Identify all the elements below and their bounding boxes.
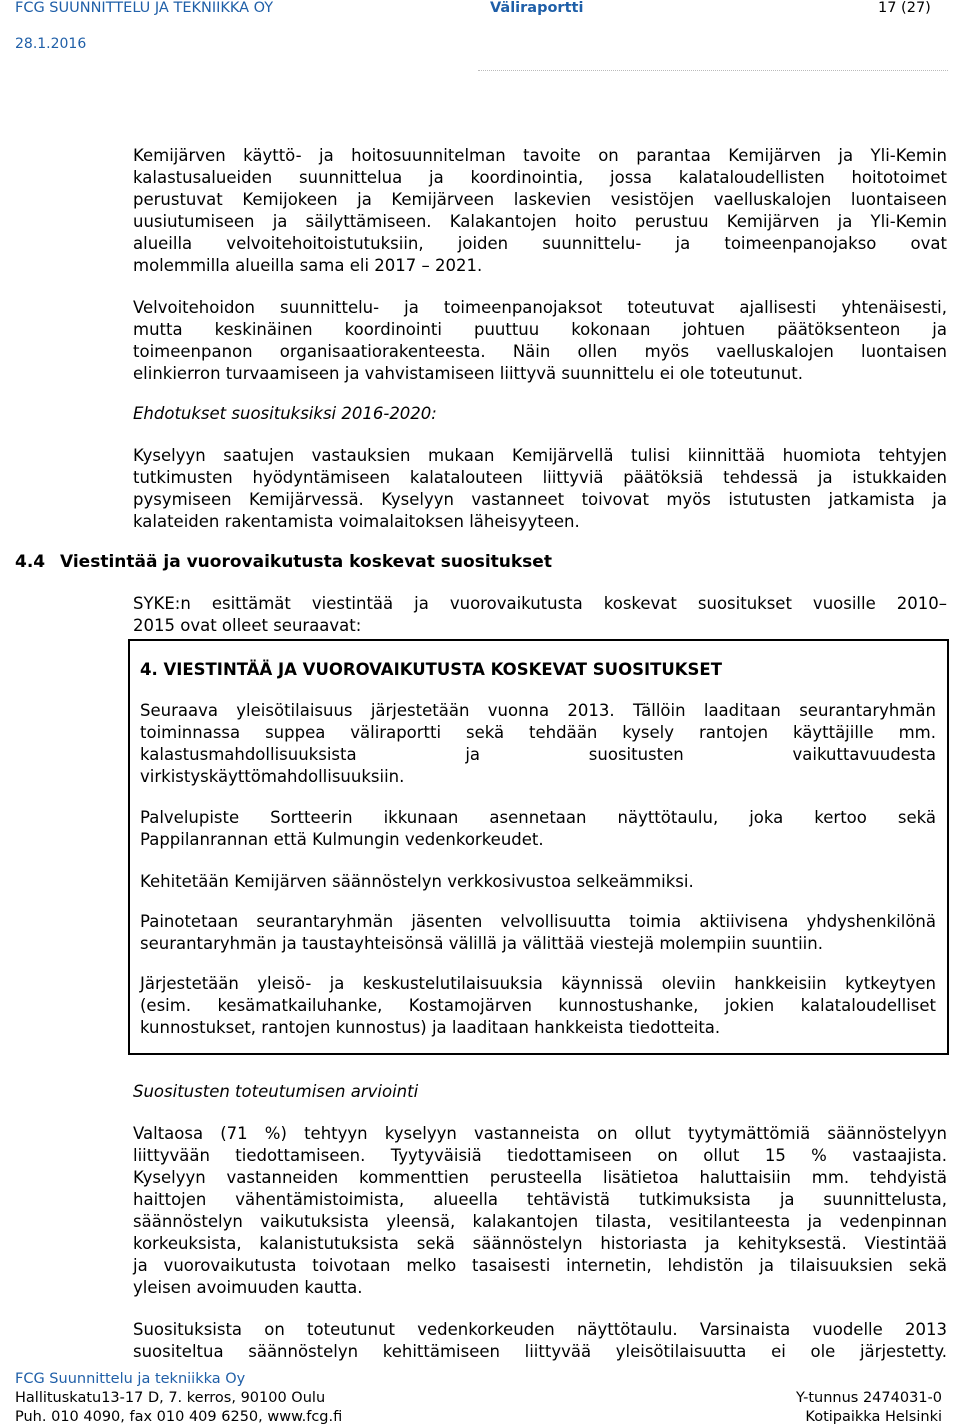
p4-line: 2015 ovat olleet seuraavat: (133, 616, 362, 635)
p6-line: suositeltua säännöstelyn kehittämiseen liittyvää yleisötilaisuutta ei ole järjestetty. (133, 1342, 947, 1361)
p1-line: alueilla velvoitehoitoistutuksiin, joiden suunnittelu- ja toimeenpanojakso ovat (133, 234, 947, 253)
suggestions-heading: Ehdotukset suosituksiksi 2016-2020: (133, 404, 437, 423)
p3-line: kalateiden rakentamista voimalaitoksen läheisyyteen. (133, 512, 580, 531)
p1-line: kalastusalueiden suunnittelua ja koordinointia, jossa kalataloudellisten hoitotoimet (133, 168, 947, 187)
p2-line: elinkierron turvaamiseen ja vahvistamiseen liittyvä suunnittelu ei ole toteutunut. (133, 364, 804, 383)
footer-address: Hallituskatu13-17 D, 7. kerros, 90100 Oulu (15, 1390, 326, 1406)
page-header (0, 0, 960, 52)
assessment-heading: Suositusten toteutumisen arviointi (133, 1082, 419, 1101)
footer-company: FCG Suunnittelu ja tekniikka Oy (15, 1371, 246, 1387)
box-line: virkistyskäyttömahdollisuuksiin. (140, 767, 405, 786)
header-page-number: 17 (27) (878, 0, 931, 16)
paragraph-2 (133, 297, 947, 385)
footer-domicile: Kotipaikka Helsinki (805, 1409, 942, 1425)
assessment-heading-wrap (133, 1081, 947, 1103)
paragraph-3 (133, 445, 947, 533)
box-line: (esim. kesämatkailuhanke, Kostamojärven kunnostushanke, jokien kalataloudelliset (140, 996, 936, 1015)
box-line: Painotetaan seurantaryhmän jäsenten velvollisuutta toimia aktiivisena yhdyshenkilönä (140, 912, 936, 931)
section-number: 4.4 (15, 552, 46, 572)
paragraph-4 (133, 593, 947, 637)
box-line: Kehitetään Kemijärven säännöstelyn verkkosivustoa selkeämmiksi. (140, 872, 694, 891)
box-line: Pappilanrannan että Kulmungin vedenkorkeudet. (140, 830, 544, 849)
paragraph-6 (133, 1319, 947, 1363)
p5-line: ja vuorovaikutusta toivotaan melko tasaisesti internetin, lehdistön ja tilaisuuksien sekä (133, 1256, 947, 1275)
p5-line: korkeuksista, kalanistutuksista sekä säännöstelyn historiasta ja kehityksestä. Viestintää (133, 1234, 947, 1253)
section-title: Viestintää ja vuorovaikutusta koskevat suositukset (60, 552, 552, 572)
p2-line: toimeenpanon organisaatiorakenteesta. Näin ollen myös vaelluskalojen luontaisen (133, 342, 947, 361)
p6-line: Suosituksista on toteutunut vedenkorkeuden näyttötaulu. Varsinaista vuodelle 2013 (133, 1320, 947, 1339)
p3-line: pysymiseen Kemijärvessä. Kyselyyn vastanneet toivovat myös istutusten jatkamista ja (133, 490, 947, 509)
box-title: 4. VIESTINTÄÄ JA VUOROVAIKUTUSTA KOSKEVAT SUOSITUKSET (140, 660, 722, 679)
header-divider (478, 70, 948, 71)
paragraph-1 (133, 145, 947, 277)
box-line: Järjestetään yleisö- ja keskustelutilaisuuksia käynnissä oleviin hankkeisiin kytkeytyen (140, 974, 936, 993)
box-line: toiminnassa suppea väliraportti sekä tehdään kysely rantojen käyttäjille mm. (140, 723, 936, 742)
box-line: seurantaryhmän ja taustayhteisönsä välillä ja välittää viestejä molempiin suuntiin. (140, 934, 823, 953)
box-paragraph-1 (140, 700, 936, 788)
box-line: kalastusmahdollisuuksista ja suositusten vaikuttavuudesta (140, 745, 936, 764)
box-paragraph-2 (140, 807, 936, 851)
p5-line: Kyselyyn vastanneiden kommenttien perusteella lisätietoa haluttaisiin mm. tehdyistä (133, 1168, 947, 1187)
box-line: kunnostukset, rantojen kunnostus) ja laaditaan hankkeista tiedotteita. (140, 1018, 721, 1037)
p2-line: Velvoitehoidon suunnittelu- ja toimeenpanojaksot toteutuvat ajallisesti yhtenäisesti, (133, 298, 947, 317)
section-heading (15, 552, 552, 572)
p3-line: Kyselyyn saatujen vastauksien mukaan Kemijärvellä tulisi kiinnittää huomiota tehtyjen (133, 446, 947, 465)
footer-business-id: Y-tunnus 2474031-0 (795, 1390, 942, 1406)
p1-line: molemmilla alueilla sama eli 2017 – 2021. (133, 256, 483, 275)
header-doc-title: Väliraportti (490, 0, 584, 16)
p1-line: Kemijärven käyttö- ja hoitosuunnitelman tavoite on parantaa Kemijärven ja Yli-Kemin (133, 146, 947, 165)
paragraph-5 (133, 1123, 947, 1299)
box-line: Seuraava yleisötilaisuus järjestetään vuonna 2013. Tällöin laaditaan seurantaryhmän (140, 701, 936, 720)
recommendations-box (128, 639, 949, 1055)
p2-line: mutta keskinäinen koordinointi puuttuu kokonaan johtuen päätöksenteon ja (133, 320, 947, 339)
box-title-wrap (140, 659, 936, 681)
p5-line: Valtaosa (71 %) tehtyyn kyselyyn vastanneista on ollut tyytymättömiä säännöstelyyn (133, 1124, 947, 1143)
header-date: 28.1.2016 (15, 36, 87, 52)
p5-line: liittyvään tiedottamiseen. Tyytyväisiä tiedottamiseen on ollut 15 % vastaajista. (133, 1146, 947, 1165)
footer-phone: Puh. 010 4090, fax 010 409 6250, www.fcg.fi (15, 1409, 343, 1425)
box-paragraph-4 (140, 911, 936, 955)
p5-line: säännöstelyn vaikutuksista yleensä, kalakantojen tilasta, vesitilanteesta ja vedenpinnan (133, 1212, 947, 1231)
p5-line: yleisen avoimuuden kautta. (133, 1278, 363, 1297)
suggestions-heading-wrap (133, 403, 947, 425)
p1-line: uusiutumiseen ja säilyttämiseen. Kalakantojen hoito perustuu Kemijärven ja Yli-Kemin (133, 212, 947, 231)
box-paragraph-5 (140, 973, 936, 1039)
header-company: FCG SUUNNITTELU JA TEKNIIKKA OY (15, 0, 274, 16)
p5-line: haittojen vähentämistoimista, alueella tehtävistä tutkimuksista ja suunnittelusta, (133, 1190, 947, 1209)
box-paragraph-3 (140, 871, 936, 893)
p3-line: tutkimusten hyödyntämiseen kalatalouteen liittyviä päätöksiä tehdessä ja istukkaiden (133, 468, 947, 487)
p4-line: SYKE:n esittämät viestintää ja vuorovaikutusta koskevat suositukset vuosille 2010– (133, 594, 947, 613)
box-line: Palvelupiste Sortteerin ikkunaan asennetaan näyttötaulu, joka kertoo sekä (140, 808, 936, 827)
page-footer (15, 1370, 942, 1427)
p1-line: perustuvat Kemijokeen ja Kemijärveen laskevien vesistöjen vaelluskalojen luontaiseen (133, 190, 947, 209)
